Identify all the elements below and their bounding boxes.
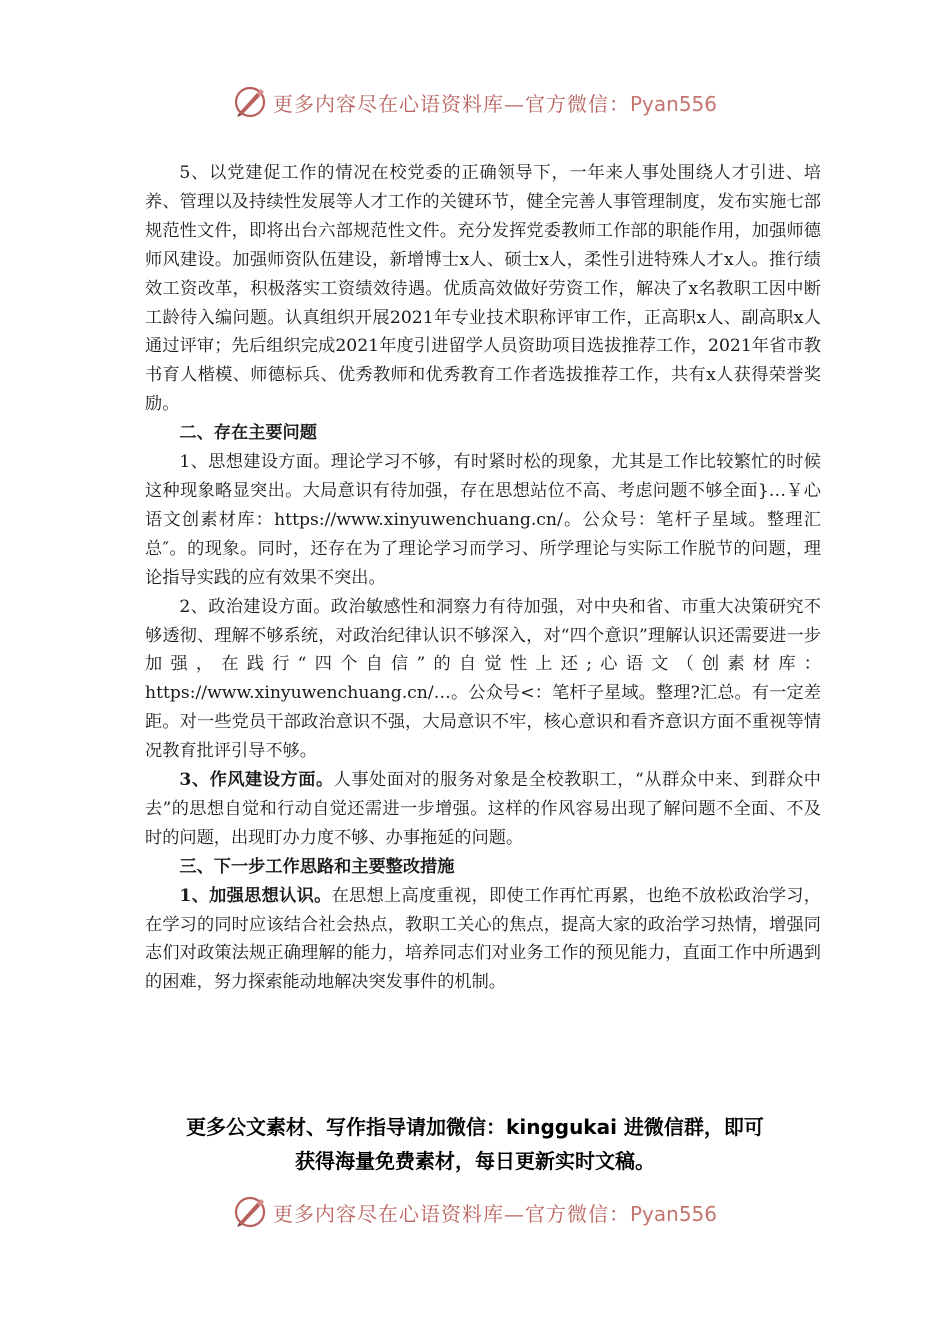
paragraph-text: 2、政治建设方面。政治敏感性和洞察力有待加强，对中央和省、市重大决策研究不够透彻、理解不够系统，对政治纪律认识不够深入，对“四个意识”理解认识还需要进一步加强，在践行“四个自信”的自觉性上还;心语文（创素材库：https://www.xinyuwenchuang.cn/…。公众号<：笔杆子星域。整理?汇总。有一定差距。对一些党员干部政治意识不强，大局意识不牢，核心意识和看齐意识方面不重视等情况教育批评引导不够。 <box>145 596 821 762</box>
footer-banner <box>0 1190 950 1234</box>
paragraph <box>145 159 821 419</box>
paragraph-text: 人事处面对的服务对象是全校教职工，“从群众中来、到群众中去”的思想自觉和行动自觉还需进一步增强。这样的作风容易出现了解问题不全面、不及时的问题，出现盯办力度不够、办事拖延的问题。 <box>145 770 821 848</box>
header-banner-id: Pyan556 <box>629 91 717 116</box>
promo-line-1: 更多公文素材、写作指导请加微信：kinggukai 进微信群，即可 <box>186 1115 764 1139</box>
paragraph-lead: 1、加强思想认识。 <box>179 885 332 906</box>
pen-logo-icon <box>233 1195 267 1229</box>
paragraph-lead: 3、作风建设方面。 <box>179 770 334 791</box>
paragraph <box>145 593 821 766</box>
promo-block <box>60 1110 890 1178</box>
paragraph-text: 5、以党建促工作的情况在校党委的正确领导下，一年来人事处围绕人才引进、培养、管理以及持续性发展等人才工作的关键环节，健全完善人事管理制度，发布实施七部规范性文件，即将出台六部规范性文件。充分发挥党委教师工作部的职能作用，加强师德师风建设。加强师资队伍建设，新增博士x人、硕士x人，柔性引进特殊人才x人。推行绩效工资改革，积极落实工资绩效待遇。优质高效做好劳资工作，解决了x名教职工因中断工龄待入编问题。认真组织开展2021年专业技术职称评审工作，正高职x人、副高职x人通过评审；先后组织完成2021年度引进留学人员资助项目选拔推荐工作，2021年省市教书育人楷模、师德标兵、优秀教师和优秀教育工作者选拔推荐工作，共有x人获得荣誉奖励。 <box>145 163 821 415</box>
section-heading: 三、下一步工作思路和主要整改措施 <box>179 856 455 877</box>
document-body <box>145 159 821 997</box>
paragraph-text: 在思想上高度重视，即使工作再忙再累，也绝不放松政治学习，在学习的同时应该结合社会热点，教职工关心的焦点，提高大家的政治学习热情，增强同志们对政策法规正确理解的能力，培养同志们对业务工作的预见能力，直面工作中所遇到的困难，努力探索能动地解决突发事件的机制。 <box>145 885 821 993</box>
header-banner <box>0 80 950 124</box>
promo-line-2: 获得海量免费素材，每日更新实时文稿。 <box>295 1149 655 1173</box>
section-heading: 二、存在主要问题 <box>179 423 317 444</box>
paragraph <box>145 882 821 998</box>
paragraph <box>145 766 821 853</box>
footer-banner-text: 更多内容尽在心语资料库—官方微信：Pyan556 <box>272 1201 717 1226</box>
paragraph-text: 1、思想建设方面。理论学习不够，有时紧时松的现象，尤其是工作比较繁忙的时候这种现象略显突出。大局意识有待加强，存在思想站位不高、考虑问题不够全面}…￥心语文创素材库：https://www.xinyuwenchuang.cn/。公众号：笔杆子星域。整理汇总″。的现象。同时，还存在为了理论学习而学习、所学理论与实际工作脱节的问题，理论指导实践的应有效果不突出。 <box>145 452 821 588</box>
paragraph <box>145 448 821 593</box>
pen-logo-icon <box>233 85 267 119</box>
header-banner-text: 更多内容尽在心语资料库—官方微信：Pyan556 <box>272 91 717 116</box>
footer-banner-id: Pyan556 <box>629 1201 717 1226</box>
